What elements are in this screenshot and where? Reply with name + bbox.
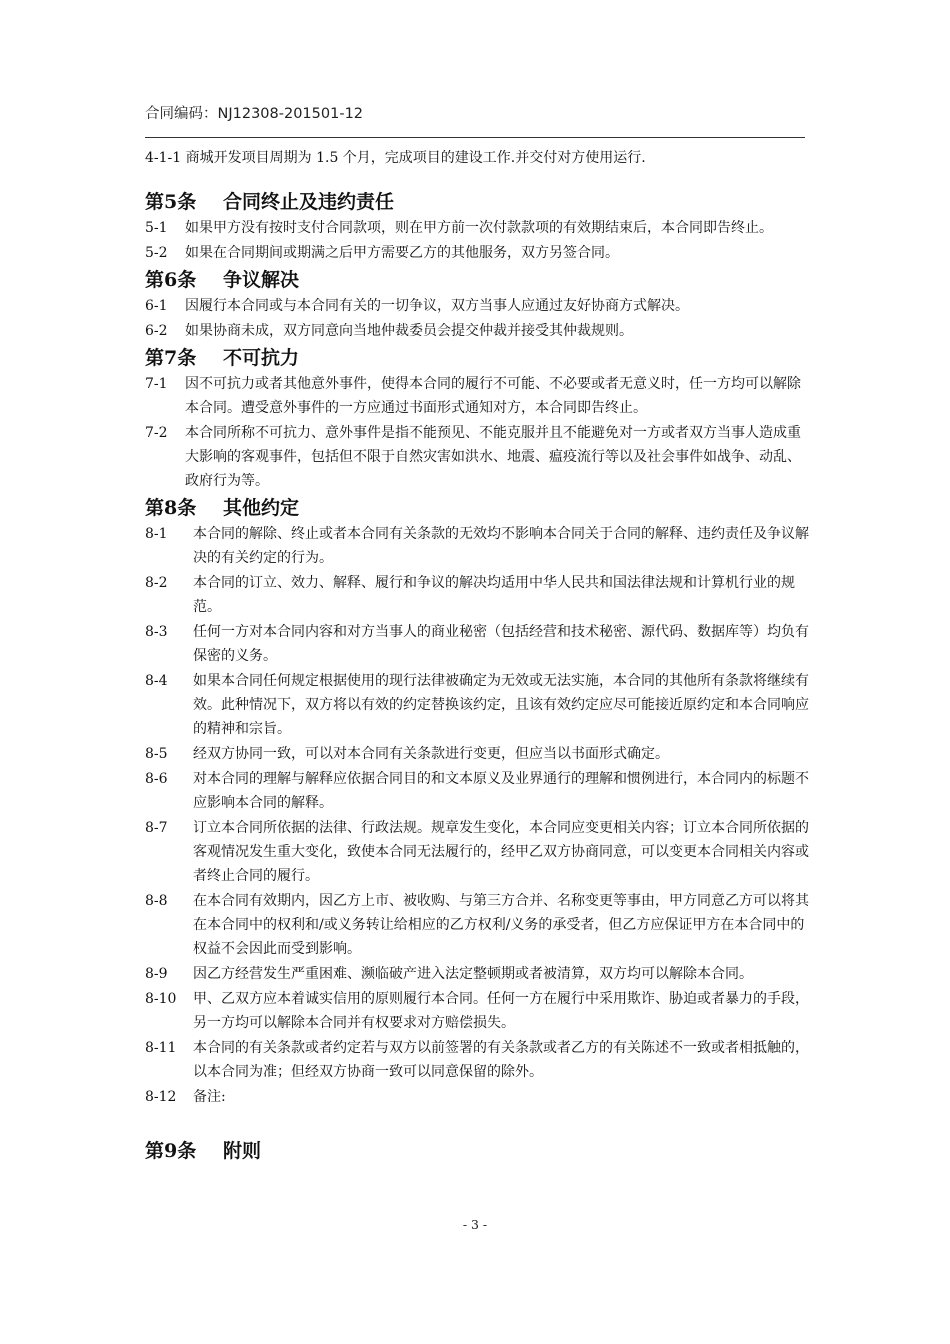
clause-text: 因履行本合同或与本合同有关的一切争议，双方当事人应通过友好协商方式解决。 [185,298,689,314]
section-heading [145,266,813,294]
clause-text: 本合同的解除、终止或者本合同有关条款的无效均不影响本合同关于合同的解释、违约责任及争议解决的有关约定的行为。 [193,526,809,566]
intro-line: 4-1-1 商城开发项目周期为 1.5 个月，完成项目的建设工作.并交付对方使用运行. [145,150,646,166]
section-title: 其他约定 [223,497,300,519]
page-number: - 3 - [462,1217,488,1232]
clause [145,767,813,815]
clause [145,319,813,343]
document-body [145,146,813,1165]
header-divider [145,137,805,138]
clause-text: 如果甲方没有按时支付合同款项，则在甲方前一次付款款项的有效期结束后，本合同即告终止。 [185,220,773,236]
clause [145,1085,813,1109]
clause [145,620,813,668]
clause-number: 6-1 [145,298,168,314]
clause-number: 5-2 [145,245,168,261]
section-title: 不可抗力 [223,347,300,369]
clause-number: 8-2 [145,575,168,591]
section-number: 第9条 [145,1140,197,1162]
clause [145,742,813,766]
clause [145,669,813,741]
clause-number: 6-2 [145,323,168,339]
section-number: 第7条 [145,347,197,369]
clause [145,962,813,986]
clause-text: 订立本合同所依据的法律、行政法规。规章发生变化，本合同应变更相关内容；订立本合同所依据的客观情况发生重大变化，致使本合同无法履行的，经甲乙双方协商同意，可以变更本合同相关内容或者终止合同的履行。 [193,820,809,884]
clause [145,216,813,240]
clause [145,522,813,570]
clause [145,1036,813,1084]
clause-number: 8-8 [145,893,168,909]
contract-code: 合同编码：NJ12308-201501-12 [145,106,364,122]
section-heading [145,344,813,372]
clause-text: 如果在合同期间或期满之后甲方需要乙方的其他服务，双方另签合同。 [185,245,619,261]
section-title: 附则 [223,1140,262,1162]
clause-number: 8-5 [145,746,168,762]
section-heading [145,188,813,216]
clause-number: 5-1 [145,220,168,236]
clause-text: 在本合同有效期内，因乙方上市、被收购、与第三方合并、名称变更等事由，甲方同意乙方可以将其在本合同中的权利和/或义务转让给相应的乙方权利/义务的承受者，但乙方应保证甲方在本合同中的权益不会因此而受到影响。 [193,893,809,957]
clause-number: 8-3 [145,624,168,640]
clause-text: 本合同的订立、效力、解释、履行和争议的解决均适用中华人民共和国法律法规和计算机行业的规范。 [193,575,795,615]
clause-text: 经双方协同一致，可以对本合同有关条款进行变更，但应当以书面形式确定。 [193,746,669,762]
clause-text: 对本合同的理解与解释应依据合同目的和文本原义及业界通行的理解和惯例进行，本合同内的标题不应影响本合同的解释。 [193,771,809,811]
clause-text: 甲、乙双方应本着诚实信用的原则履行本合同。任何一方在履行中采用欺诈、胁迫或者暴力的手段，另一方均可以解除本合同并有权要求对方赔偿损失。 [193,991,809,1031]
clause-number: 8-12 [145,1089,177,1105]
section-number: 第5条 [145,191,197,213]
section-number: 第8条 [145,497,197,519]
clause [145,372,813,420]
section-number: 第6条 [145,269,197,291]
clause [145,294,813,318]
clause-text: 本合同所称不可抗力、意外事件是指不能预见、不能克服并且不能避免对一方或者双方当事人造成重大影响的客观事件，包括但不限于自然灾害如洪水、地震、瘟疫流行等以及社会事件如战争、动乱、政府行为等。 [185,425,801,489]
clause-text: 如果本合同任何规定根据使用的现行法律被确定为无效或无法实施，本合同的其他所有条款将继续有效。此种情况下，双方将以有效的约定替换该约定，且该有效约定应尽可能接近原约定和本合同响应的精神和宗旨。 [193,673,809,737]
clause-number: 8-9 [145,966,168,982]
clause [145,987,813,1035]
section-heading [145,494,813,522]
clause [145,816,813,888]
clause-text: 备注: [193,1089,226,1105]
clause-text: 任何一方对本合同内容和对方当事人的商业秘密（包括经营和技术秘密、源代码、数据库等）均负有保密的义务。 [193,624,809,664]
section-title: 争议解决 [223,269,300,291]
clause-number: 8-11 [145,1040,177,1056]
clause-text: 本合同的有关条款或者约定若与双方以前签署的有关条款或者乙方的有关陈述不一致或者相抵触的，以本合同为准；但经双方协商一致可以同意保留的除外。 [193,1040,809,1080]
clause-text: 因乙方经营发生严重困难、濒临破产进入法定整顿期或者被清算，双方均可以解除本合同。 [193,966,753,982]
clause-text: 如果协商未成，双方同意向当地仲裁委员会提交仲裁并接受其仲裁规则。 [185,323,633,339]
clause [145,889,813,961]
clause [145,421,813,493]
clause-number: 8-6 [145,771,168,787]
clause [145,571,813,619]
clause-number: 8-10 [145,991,177,1007]
clause-number: 8-7 [145,820,168,836]
clause [145,241,813,265]
section-title: 合同终止及违约责任 [223,191,395,213]
clause-number: 7-1 [145,376,168,392]
clause-number: 7-2 [145,425,168,441]
clause-number: 8-4 [145,673,168,689]
section-heading [145,1137,813,1165]
clause-number: 8-1 [145,526,168,542]
clause-text: 因不可抗力或者其他意外事件，使得本合同的履行不可能、不必要或者无意义时，任一方均可以解除本合同。遭受意外事件的一方应通过书面形式通知对方，本合同即告终止。 [185,376,801,416]
